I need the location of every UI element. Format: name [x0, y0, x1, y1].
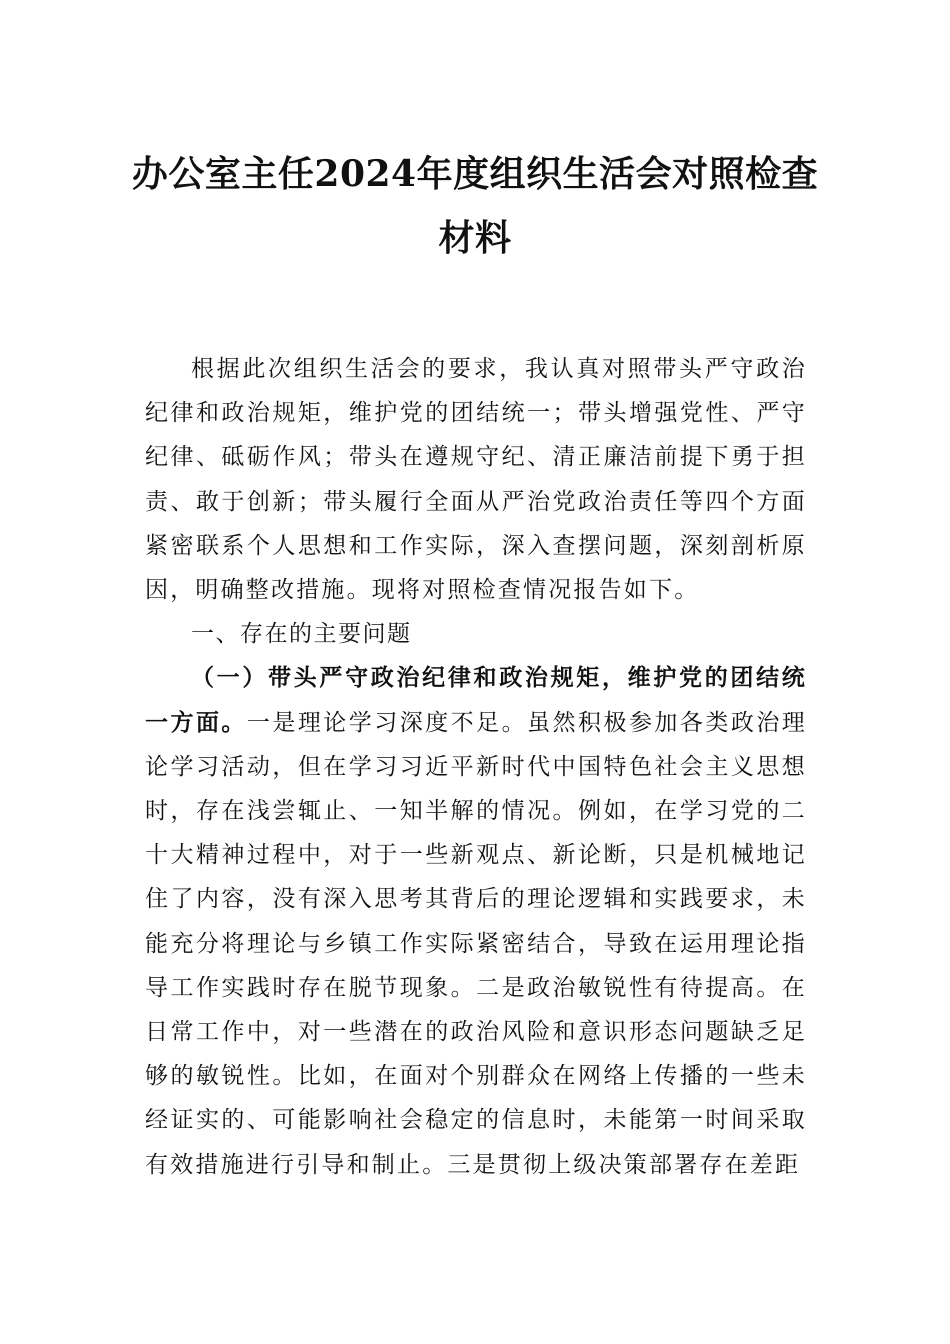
intro-paragraph: 根据此次组织生活会的要求，我认真对照带头严守政治纪律和政治规矩，维护党的团结统一；带头增强党性、严守纪律、砥砺作风；带头在遵规守纪、清正廉洁前提下勇于担责、敢于创新；带头履行全面从严治党政治责任等四个方面紧密联系个人思想和工作实际，深入查摆问题，深刻剖析原因，明确整改措施。现将对照检查情况报告如下。 — [145, 356, 807, 604]
document-body — [145, 347, 807, 1187]
subsection-paragraph — [145, 656, 807, 1186]
section-heading: 一、存在的主要问题 — [191, 621, 412, 648]
subsection-body: 一是理论学习深度不足。虽然积极参加各类政治理论学习活动，但在学习习近平新时代中国特色社会主义思想时，存在浅尝辄止、一知半解的情况。例如，在学习党的二十大精神过程中，对于一些新观点、新论断，只是机械地记住了内容，没有深入思考其背后的理论逻辑和实践要求，未能充分将理论与乡镇工作实际紧密结合，导致在运用理论指导工作实践时存在脱节现象。二是政治敏锐性有待提高。在日常工作中，对一些潜在的政治风险和意识形态问题缺乏足够的敏锐性。比如，在面对个别群众在网络上传播的一些未经证实的、可能影响社会稳定的信息时，未能第一时间采取有效措施进行引导和制止。三是贯彻上级决策部署存在差距 — [145, 709, 807, 1178]
document-title — [120, 142, 830, 270]
title-line-1: 办公室主任2024年度组织生活会对照检查 — [131, 153, 819, 195]
subsection-lead: （一）带头严守政治纪律和政治规矩，维护党的团结统一方面。 — [145, 664, 807, 736]
title-line-2: 材料 — [438, 217, 512, 259]
